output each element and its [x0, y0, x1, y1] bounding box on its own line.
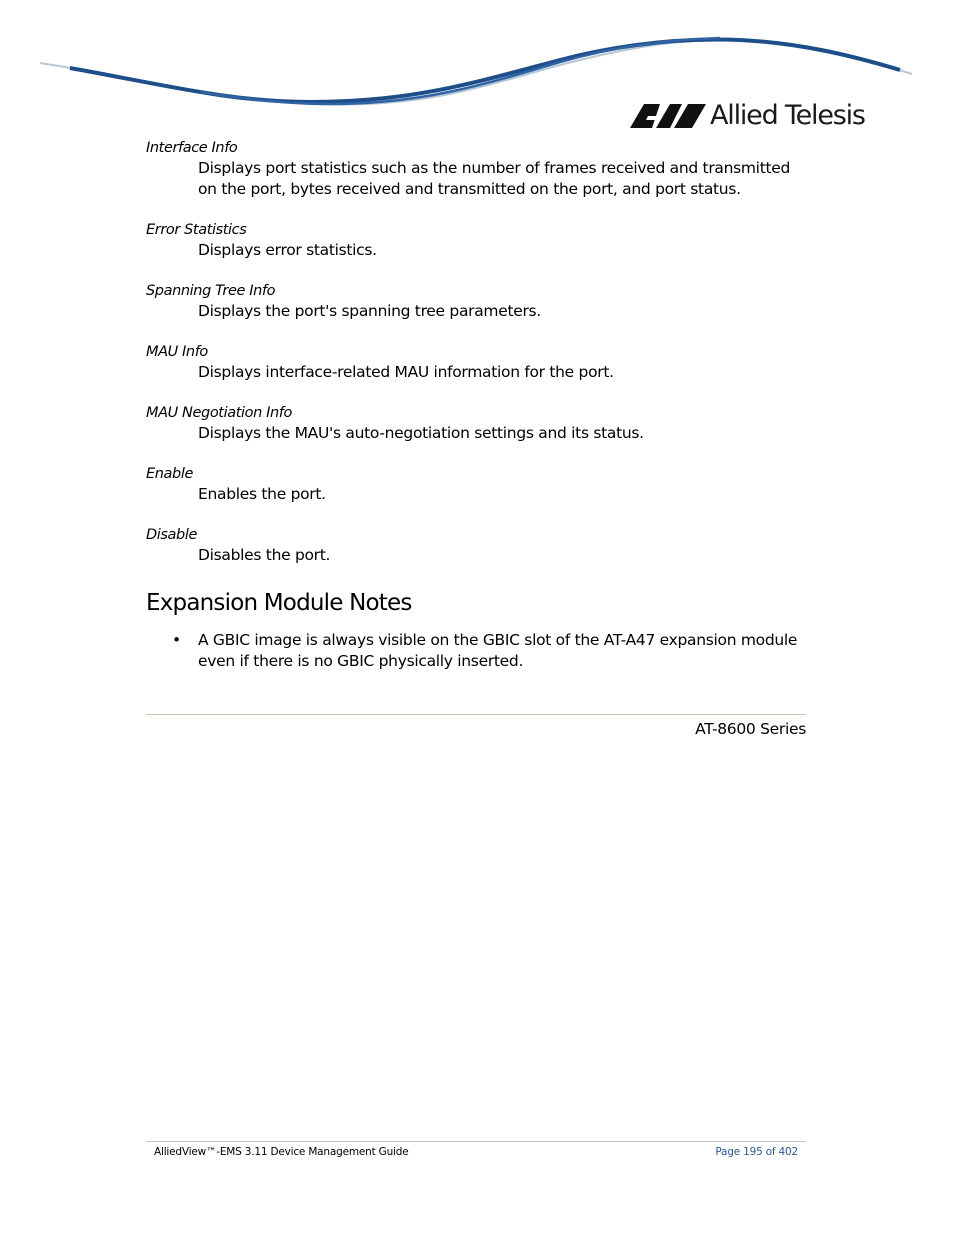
- allied-telesis-logo: [630, 100, 865, 132]
- series-label: AT-8600 Series: [695, 720, 806, 738]
- definition-description: Displays port statistics such as the number of frames received and transmitted on the port, bytes received and transmitted on the port, and port status.: [198, 159, 791, 198]
- bullet-list: [146, 630, 806, 672]
- definition-term: Disable: [146, 527, 197, 543]
- definition-entry: [146, 464, 806, 505]
- logo-text: Allied Telesis: [710, 100, 865, 131]
- section-heading: Expansion Module Notes: [146, 590, 412, 616]
- definition-entry: [146, 138, 806, 200]
- definition-term: Interface Info: [146, 140, 238, 156]
- page-content: [146, 138, 806, 672]
- bullet-item: [146, 630, 806, 672]
- definition-description: Disables the port.: [198, 546, 331, 564]
- definition-term: Enable: [146, 466, 193, 482]
- bullet-text: A GBIC image is always visible on the GBIC slot of the AT-A47 expansion module even if there is no GBIC physically inserted.: [198, 631, 798, 670]
- definition-entry: [146, 281, 806, 322]
- bullet-dot-icon: •: [172, 631, 181, 649]
- definition-term: Error Statistics: [146, 222, 247, 238]
- section-divider: [146, 714, 806, 715]
- footer-divider: [146, 1141, 806, 1142]
- footer-page-number: Page 195 of 402: [715, 1146, 798, 1158]
- definition-term: Spanning Tree Info: [146, 283, 276, 299]
- definition-entry: [146, 220, 806, 261]
- footer-guide-title: AlliedView™-EMS 3.11 Device Management Guide: [154, 1146, 409, 1158]
- definition-entry: [146, 403, 806, 444]
- definition-description: Displays error statistics.: [198, 241, 377, 259]
- logo-mark-icon: [630, 102, 706, 130]
- definition-description: Displays interface-related MAU information for the port.: [198, 363, 614, 381]
- definition-entry: [146, 342, 806, 383]
- definition-description: Displays the MAU's auto-negotiation settings and its status.: [198, 424, 644, 442]
- definition-description: Displays the port's spanning tree parameters.: [198, 302, 541, 320]
- definition-entry: [146, 525, 806, 566]
- definition-term: MAU Negotiation Info: [146, 405, 292, 421]
- definition-description: Enables the port.: [198, 485, 326, 503]
- definition-term: MAU Info: [146, 344, 208, 360]
